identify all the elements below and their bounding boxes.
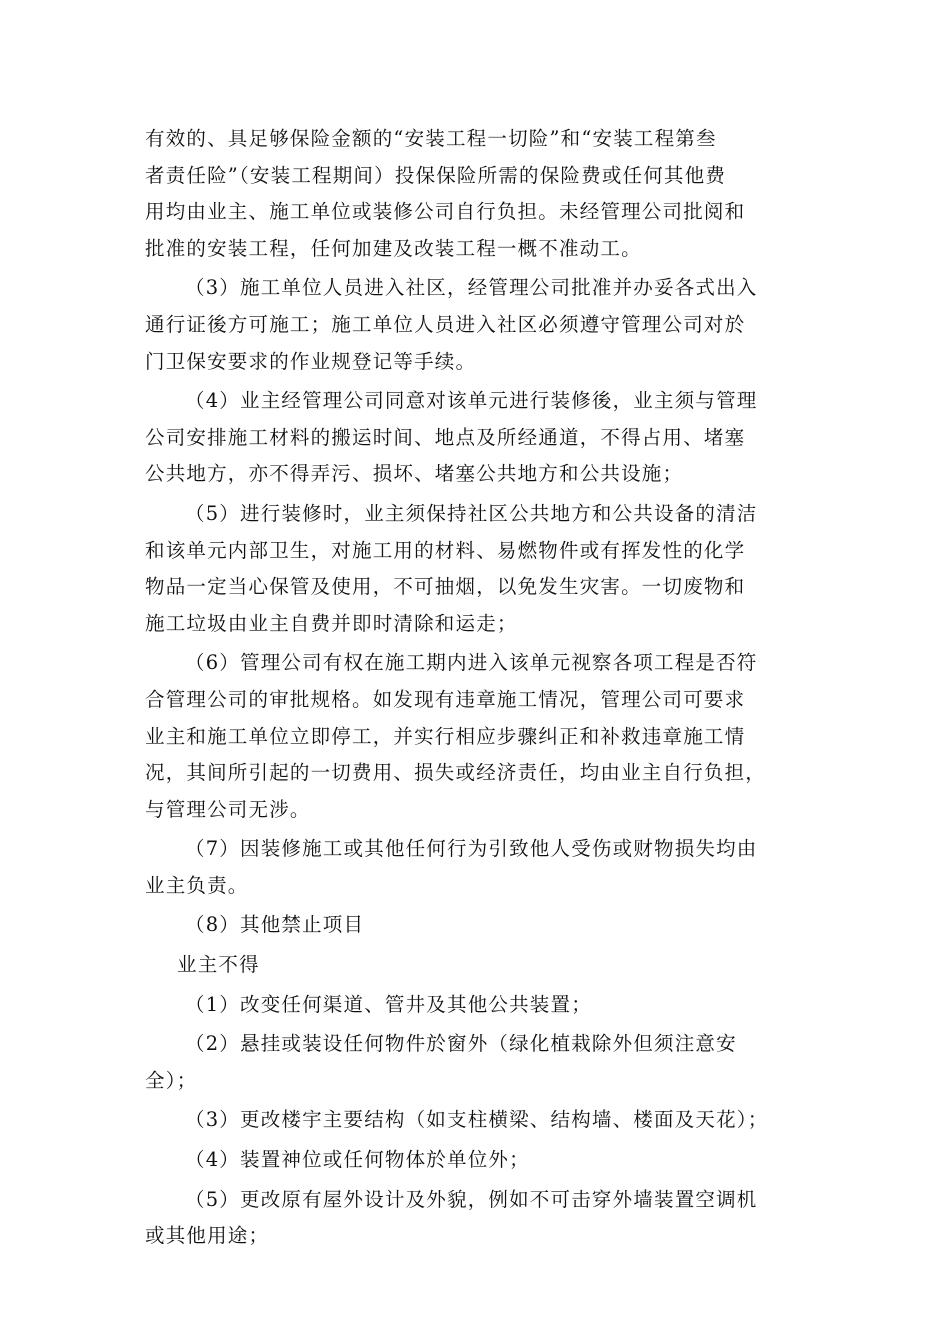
text-line: 况，其间所引起的一切费用、损失或经济责任，均由业主自行负担， — [145, 761, 767, 785]
text-line: （5）更改原有屋外设计及外貌，例如不可击穿外墙装置空调机 — [185, 1187, 758, 1211]
paragraph-prohibit-5 — [145, 1182, 807, 1255]
text-line: （2）悬挂或装设任何物件於窗外（绿化植栽除外但须注意安 — [185, 1032, 737, 1056]
paragraph-item-3 — [145, 270, 807, 380]
text-line: 与管理公司无涉。 — [145, 797, 311, 821]
text-line: 有效的、具足够保险金额的“安装工程一切险”和“安装工程第叁 — [145, 127, 717, 150]
text-line: （5）进行装修时，业主须保持社区公共地方和公共设备的清洁 — [185, 501, 758, 525]
paragraph-item-7 — [145, 831, 807, 904]
text-line: 物品一定当心保管及使用，不可抽烟，以免发生灾害。一切废物和 — [145, 575, 746, 599]
text-line: 业主不得 — [177, 953, 260, 977]
text-line: （3）更改楼宇主要结构（如支柱横梁、结构墙、楼面及天花）； — [185, 1108, 769, 1132]
paragraph-item-6 — [145, 645, 807, 828]
text-line: 合管理公司的审批规格。如发现有违章施工情况，管理公司可要求 — [145, 687, 746, 711]
text-line: （7）因装修施工或其他任何行为引致他人受伤或财物损失均由 — [185, 837, 758, 861]
text-line: 业主负责。 — [145, 873, 249, 897]
text-line: 业主和施工单位立即停工，并实行相应步骤纠正和补救违章施工情 — [145, 724, 746, 748]
paragraph-insurance-continuation — [145, 121, 807, 267]
text-line: （4）业主经管理公司同意对该单元进行装修後，业主须与管理 — [185, 389, 758, 413]
text-line: 或其他用途； — [145, 1224, 270, 1248]
paragraph-prohibit-2 — [145, 1026, 807, 1099]
paragraph-item-8-heading — [145, 907, 807, 944]
text-line: 全）； — [145, 1068, 198, 1092]
document-body — [145, 121, 807, 1258]
text-line: （6）管理公司有权在施工期内进入该单元视察各项工程是否符 — [185, 651, 758, 675]
text-line: 公共地方，亦不得弄污、损坏、堵塞公共地方和公共设施； — [145, 462, 684, 486]
text-line: 和该单元内部卫生，对施工用的材料、易燃物件或有挥发性的化学 — [145, 538, 746, 562]
paragraph-owner-prohibited — [145, 947, 807, 984]
text-line: （4）装置神位或任何物体於单位外； — [185, 1148, 530, 1172]
paragraph-item-5 — [145, 496, 807, 642]
text-line: （8）其他禁止项目 — [185, 913, 365, 937]
text-line: 通行证後方可施工；施工单位人员进入社区必须遵守管理公司对於 — [145, 312, 746, 336]
text-line: 者责任险”（安装工程期间）投保保险所需的保险费或任何其他费 — [145, 163, 727, 187]
paragraph-prohibit-3 — [145, 1102, 807, 1139]
text-line: 批准的安装工程，任何加建及改装工程一概不准动工。 — [145, 236, 642, 260]
text-line: 公司安排施工材料的搬运时间、地点及所经通道，不得占用、堵塞 — [145, 425, 746, 449]
paragraph-item-4 — [145, 383, 807, 493]
text-line: 用均由业主、施工单位或装修公司自行负担。未经管理公司批阅和 — [145, 200, 746, 224]
text-line: 门卫保安要求的作业规登记等手续。 — [145, 349, 477, 373]
text-line: （1）改变任何渠道、管井及其他公共装置； — [185, 992, 592, 1016]
text-line: （3）施工单位人员进入社区，经管理公司批准并办妥各式出入 — [185, 276, 758, 300]
paragraph-prohibit-4 — [145, 1142, 807, 1179]
paragraph-prohibit-1 — [145, 987, 807, 1024]
text-line: 施工垃圾由业主自费并即时清除和运走； — [145, 611, 518, 635]
